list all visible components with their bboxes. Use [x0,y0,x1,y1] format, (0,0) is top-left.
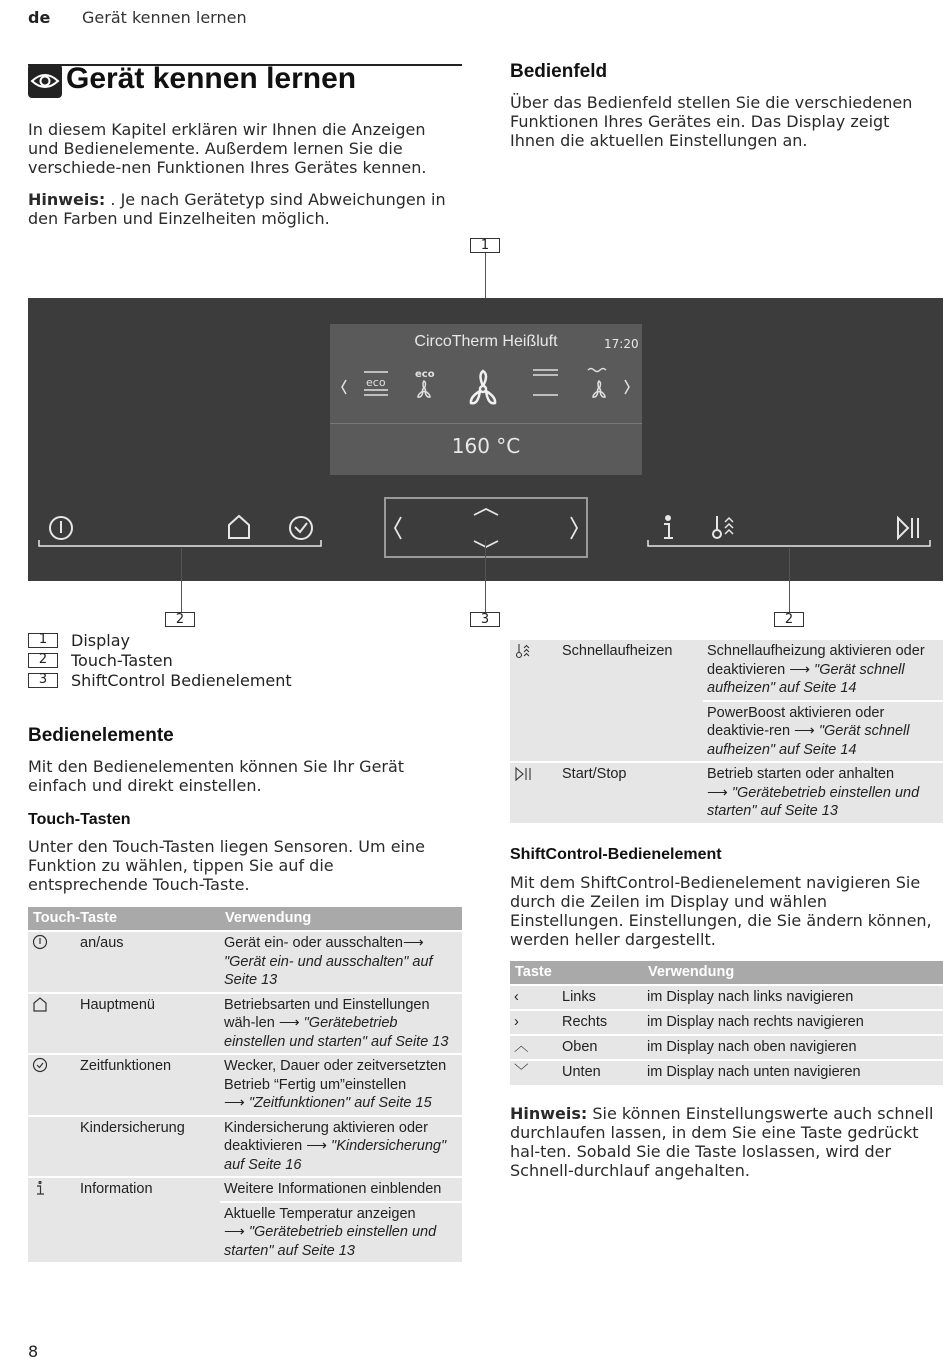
touch-row-name: Information [76,1177,220,1202]
touch-row-name: Hauptmenü [76,993,220,1055]
shift-right-icon [571,517,577,539]
touch-row-use: Weitere Informationen einblenden [220,1177,462,1202]
touch-heading: Touch-Tasten [28,811,131,828]
start-stop-icon [514,765,534,783]
shift-table-col2: Verwendung [643,961,943,985]
arrow-icon: ⟶ [707,784,732,801]
shift-text: Mit dem ShiftControl-Bedienelement navigieren Sie durch die Zeilen im Display und wählen Einstellungen. Einstellungen, die Sie ändern können, werden heller dargestellt. [510,873,932,949]
eye-icon [28,64,62,98]
display-left-chevron-icon [342,380,346,394]
arrow-icon: ⟶ [402,935,424,951]
start-stop-button-icon [898,518,918,538]
grill-fan-icon [588,369,606,398]
touch-row-ref[interactable]: "Gerät schnell aufheizen" auf Seite 14 [707,723,910,758]
display-right-chevron-icon [625,380,629,394]
display-time: 17:20 [604,337,639,351]
table-row [510,1060,943,1085]
shift-row-name: Oben [558,1035,643,1060]
touch-row-use: Aktuelle Temperatur anzeigen [224,1205,416,1222]
touch-keys-table-continued [510,640,943,823]
legend-num-1: 1 [28,633,58,648]
bedienelemente-heading: Bedienelemente [28,725,174,746]
touch-row-use: Gerät ein- oder ausschalten [224,935,403,951]
touch-keys-table [28,907,462,1262]
header-language: de [28,8,51,27]
page-title: Gerät kennen lernen [66,62,357,95]
table-row [510,1010,943,1035]
touch-row-use: Betriebsarten und Einstellungen wäh-len [224,996,430,1031]
touch-row-name: Schnellaufheizen [558,640,703,701]
shift-left-icon [395,517,401,539]
callout-1: 1 [470,238,500,253]
bedienelemente-text: Mit den Bedienelementen können Sie Ihr Gerät einfach und direkt einstellen. [28,757,405,795]
table-row [28,931,462,993]
shiftcontrol-arrows [386,499,586,557]
table-row [510,1035,943,1060]
touch-row-ref[interactable]: "Zeitfunktionen" auf Seite 15 [248,1095,432,1111]
touch-row-use: Schnellaufheizung aktivieren oder deaktivieren [707,643,925,678]
shift-row-name: Unten [558,1060,643,1085]
clock-button-icon [290,517,312,539]
touch-text: Unter den Touch-Tasten liegen Sensoren. Um eine Funktion zu wählen, tippen Sie auf die entsprechende Touch-Taste. [28,837,425,894]
header-title: Gerät kennen lernen [82,8,247,27]
touch-row-ref[interactable]: "Gerät schnell aufheizen" auf Seite 14 [707,661,905,696]
callout-line-2a [181,548,182,612]
callout-line-2b [789,548,790,612]
hint-1 [28,190,458,228]
display-title: CircoTherm Heißluft [414,333,558,350]
left-touch-keys [36,508,326,552]
table-row [28,993,462,1055]
home-icon [32,996,48,1012]
bedienfeld-text: Über das Bedienfeld stellen Sie die verschiedenen Funktionen Ihres Gerätes ein. Das Display zeigt Ihnen die aktuellen Einstellungen an. [510,93,913,150]
table-row [510,701,943,763]
display-divider [330,423,642,424]
callout-3: 3 [470,612,500,627]
touch-row-ref[interactable]: "Gerätebetrieb einstellen und starten" auf Seite 13 [224,1015,449,1050]
left-chevron-icon: ‹ [510,985,558,1010]
callout-2b: 2 [774,612,804,627]
hint-2-label: Hinweis: [510,1104,588,1123]
power-button-icon [50,517,72,539]
shiftcontrol-table [510,961,943,1085]
touch-row-name: Zeitfunktionen [76,1054,220,1116]
touch-row-use: PowerBoost aktivieren oder deaktivie-ren [707,704,885,739]
hint-2-text: Sie können Einstellungswerte auch schnell durchlaufen lassen, in dem Sie eine Taste gedrückt hal-ten. Sobald Sie die Taste loslassen, wird der Schnell-durchlauf angehalten. [510,1104,934,1180]
touch-row-ref[interactable]: "Kindersicherung" auf Seite 16 [224,1138,447,1173]
power-icon [32,934,48,950]
touch-table-col1: Touch-Taste [28,907,220,931]
info-icon [32,1180,48,1196]
table-row [28,1054,462,1116]
display-temperature: 160 °C [451,434,521,458]
home-button-icon [229,516,249,538]
table-row [510,762,943,823]
arrow-icon: ⟶ [224,1224,249,1240]
rapid-heat-icon [514,642,534,660]
arrow-icon: ⟶ [789,661,815,678]
shift-row-use: im Display nach unten navigieren [643,1060,943,1085]
arrow-icon: ⟶ [306,1138,332,1154]
up-chevron-icon: ︿ [510,1035,558,1060]
display-mode-icons [336,362,636,412]
hint-1-text: . Je nach Gerätetyp sind Abweichungen in den Farben und Einzelheiten möglich. [28,190,446,228]
table-row [28,1116,462,1178]
table-row [28,1177,462,1202]
circotherm-fan-icon [471,371,495,403]
legend-num-2: 2 [28,653,58,668]
shift-row-name: Rechts [558,1010,643,1035]
legend-num-3: 3 [28,673,58,688]
table-row [510,985,943,1010]
right-chevron-icon: › [510,1010,558,1035]
legend-label-2: Touch-Tasten [71,651,173,670]
shift-row-use: im Display nach links navigieren [643,985,943,1010]
touch-row-ref[interactable]: "Gerätebetrieb einstellen und starten" auf Seite 13 [707,784,920,819]
clock-icon [32,1057,48,1073]
down-chevron-icon: ﹀ [510,1060,558,1085]
touch-row-use: Betrieb starten oder anhalten [707,766,895,782]
shift-table-col1: Taste [510,961,643,985]
hint-1-label: Hinweis: [28,190,106,209]
touch-table-col2: Verwendung [220,907,462,931]
touch-row-ref[interactable]: "Gerät ein- und ausschalten" auf Seite 13 [224,953,433,988]
eco-fan-icon [418,381,430,397]
right-touch-keys [644,508,934,552]
callout-line-3 [485,540,486,612]
rapid-heat-button-icon [713,516,733,538]
shift-row-use: im Display nach rechts navigieren [643,1010,943,1035]
shift-heading: ShiftControl-Bedienelement [510,846,722,863]
shift-row-name: Links [558,985,643,1010]
arrow-icon: ⟶ [224,1095,249,1111]
touch-row-ref[interactable]: "Gerätebetrieb einstellen und starten" auf Seite 13 [224,1224,437,1259]
legend-label-3: ShiftControl Bedienelement [71,671,292,690]
page-number: 8 [28,1342,39,1361]
touch-row-use: Kindersicherung aktivieren oder deaktivieren [224,1119,428,1154]
shift-row-use: im Display nach oben navigieren [643,1035,943,1060]
hint-2 [510,1104,942,1180]
touch-row-name: an/aus [76,931,220,993]
intro-text: In diesem Kapitel erklären wir Ihnen die Anzeigen und Bedienelemente. Außerdem lernen Sie die verschiede-nen Funktionen Ihres Gerätes kennen. [28,120,427,177]
table-row [510,640,943,701]
eco-fan-label: eco [415,369,435,380]
shift-up-icon [474,509,498,515]
arrow-icon: ⟶ [794,723,819,739]
top-bottom-heat-icon [533,370,558,395]
info-button-icon [664,516,673,538]
eco-label: eco [366,376,386,389]
arrow-icon: ⟶ [278,1015,304,1031]
touch-row-use: Wecker, Dauer oder zeitversetzten Betrieb “Fertig um”einstellen [224,1058,447,1093]
touch-row-name: Start/Stop [558,762,703,823]
touch-row-name: Kindersicherung [76,1116,220,1178]
legend-label-1: Display [71,631,130,650]
table-row [28,1202,462,1263]
shift-down-icon [474,541,498,547]
callout-2a: 2 [165,612,195,627]
bedienfeld-heading: Bedienfeld [510,61,608,82]
